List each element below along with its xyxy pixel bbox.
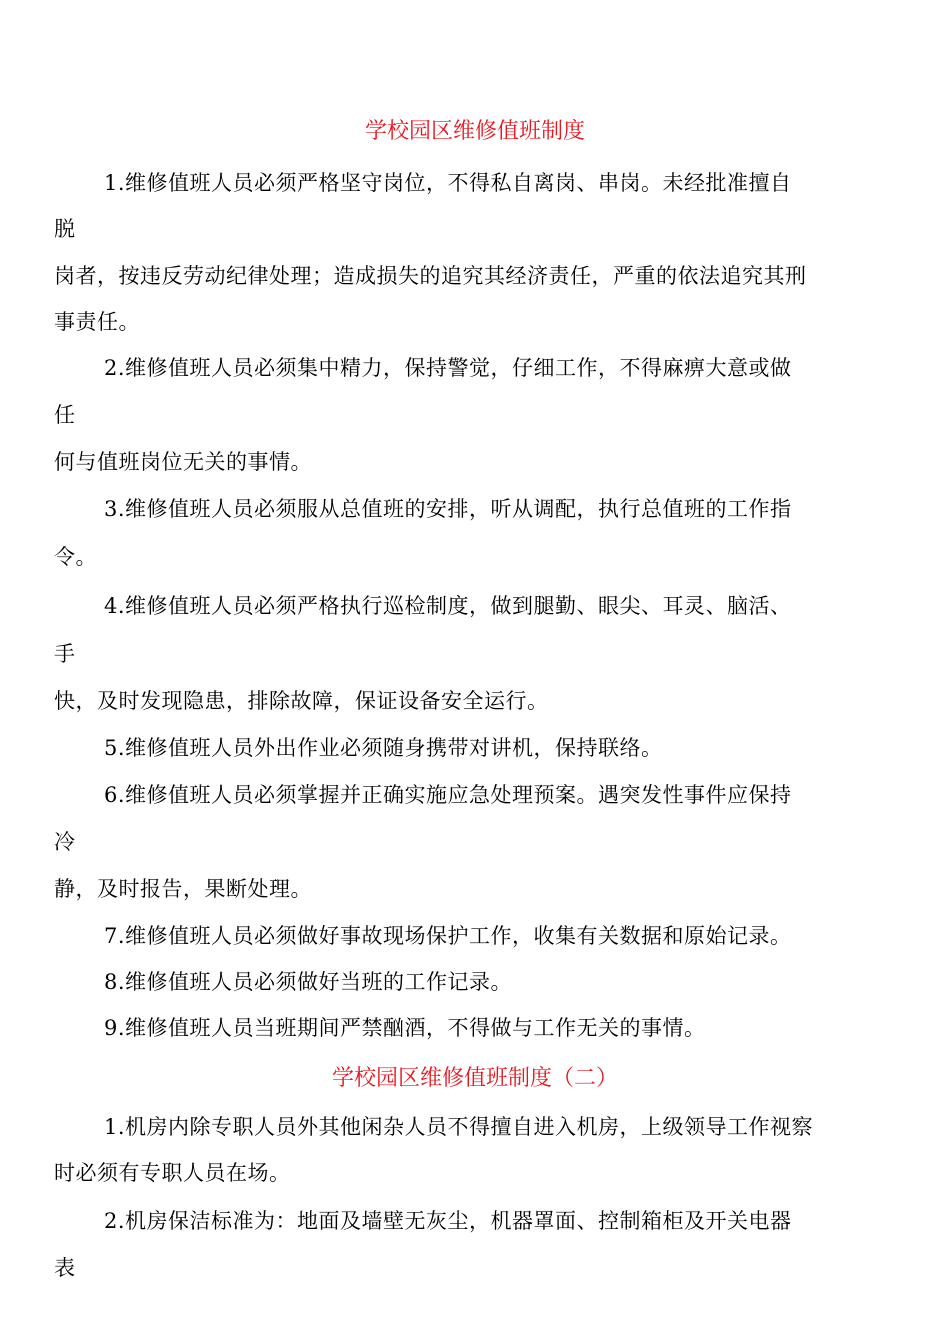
paragraph-line: 4.维修值班人员必须严格执行巡检制度，做到腿勤、眼尖、耳灵、脑活、 <box>104 594 792 618</box>
paragraph-line: 脱 <box>54 217 76 241</box>
section-1-title: 学校园区维修值班制度 <box>364 119 585 144</box>
paragraph-line: 表 <box>54 1256 76 1280</box>
paragraph-line: 5.维修值班人员外出作业必须随身携带对讲机，保持联络。 <box>104 736 663 760</box>
paragraph-line: 3.维修值班人员必须服从总值班的安排，听从调配，执行总值班的工作指 <box>104 497 792 521</box>
paragraph-line: 岗者，按违反劳动纪律处理；造成损失的追究其经济责任，严重的依法追究其刑 <box>54 264 807 288</box>
paragraph-line: 1.机房内除专职人员外其他闲杂人员不得擅自进入机房，上级领导工作视察 <box>104 1115 814 1139</box>
paragraph-line: 9.维修值班人员当班期间严禁酗酒，不得做与工作无关的事情。 <box>104 1016 706 1040</box>
paragraph-line: 2.维修值班人员必须集中精力，保持警觉，仔细工作，不得麻痹大意或做 <box>104 356 792 380</box>
paragraph-line: 令。 <box>54 545 97 569</box>
paragraph-line: 时必须有专职人员在场。 <box>54 1161 291 1185</box>
paragraph-line: 1.维修值班人员必须严格坚守岗位，不得私自离岗、串岗。未经批准擅自 <box>104 171 792 195</box>
paragraph-line: 快，及时发现隐患，排除故障，保证设备安全运行。 <box>54 689 549 713</box>
paragraph-line: 事责任。 <box>54 310 140 334</box>
paragraph-line: 手 <box>54 642 76 666</box>
section-2-title: 学校园区维修值班制度（二） <box>331 1066 618 1091</box>
paragraph-line: 静，及时报告，果断处理。 <box>54 877 312 901</box>
paragraph-line: 冷 <box>54 830 76 854</box>
paragraph-line: 8.维修值班人员必须做好当班的工作记录。 <box>104 970 513 994</box>
paragraph-line: 任 <box>54 403 76 427</box>
paragraph-line: 6.维修值班人员必须掌握并正确实施应急处理预案。遇突发性事件应保持 <box>104 783 792 807</box>
paragraph-line: 7.维修值班人员必须做好事故现场保护工作，收集有关数据和原始记录。 <box>104 924 792 948</box>
paragraph-line: 何与值班岗位无关的事情。 <box>54 450 312 474</box>
paragraph-line: 2.机房保洁标准为：地面及墙壁无灰尘，机器罩面、控制箱柜及开关电器 <box>104 1209 792 1233</box>
